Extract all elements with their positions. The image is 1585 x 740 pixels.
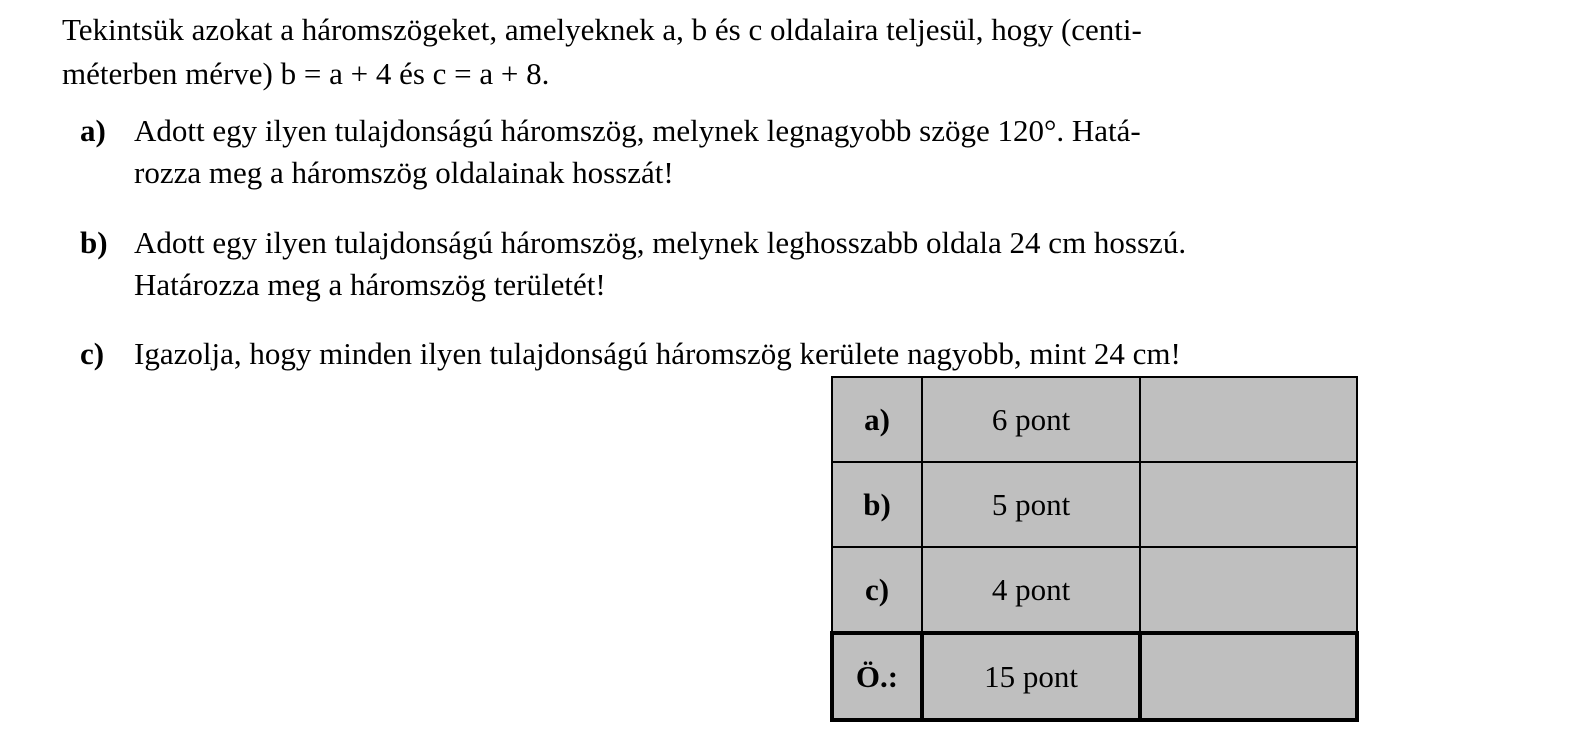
score-total-points: 15 pont [922,633,1140,720]
score-earned-cell [1140,462,1357,547]
task-text [134,333,1370,375]
score-table [830,376,1359,722]
task-label: a) [80,113,106,148]
task-c [80,333,1370,375]
score-max-points: 5 pont [922,462,1140,547]
task-label: c) [80,336,105,371]
score-earned-cell [1140,377,1357,462]
task-text-line: Igazolja, hogy minden ilyen tulajdonságú háromszög kerülete nagyobb, mint 24 cm! [134,336,1181,371]
task-label: b) [80,225,108,260]
task-a [80,110,1370,194]
score-part-label: b) [832,462,922,547]
task-b [80,222,1370,306]
score-row-total [832,633,1357,720]
problem-statement-line-1: Tekintsük azokat a háromszögeket, amelyeknek a, b és c oldalaira teljesül, hogy (centi- [62,12,1142,47]
task-text [134,222,1370,306]
score-max-points: 6 pont [922,377,1140,462]
score-total-earned-cell [1140,633,1357,720]
task-text [134,110,1370,194]
task-text-line: Adott egy ilyen tulajdonságú háromszög, melynek leghosszabb oldala 24 cm hosszú. [134,225,1187,260]
problem-statement-line-2: méterben mérve) b = a + 4 és c = a + 8. [62,56,550,91]
problem-statement [62,8,1362,96]
task-text-line: Határozza meg a háromszög területét! [134,267,606,302]
score-part-label: a) [832,377,922,462]
score-part-label: c) [832,547,922,633]
score-total-label: Ö.: [832,633,922,720]
score-max-points: 4 pont [922,547,1140,633]
score-earned-cell [1140,547,1357,633]
score-row-a [832,377,1357,462]
score-row-b [832,462,1357,547]
task-text-line: Adott egy ilyen tulajdonságú háromszög, melynek legnagyobb szöge 120°. Hatá- [134,113,1141,148]
score-row-c [832,547,1357,633]
task-text-line: rozza meg a háromszög oldalainak hosszát! [134,155,674,190]
